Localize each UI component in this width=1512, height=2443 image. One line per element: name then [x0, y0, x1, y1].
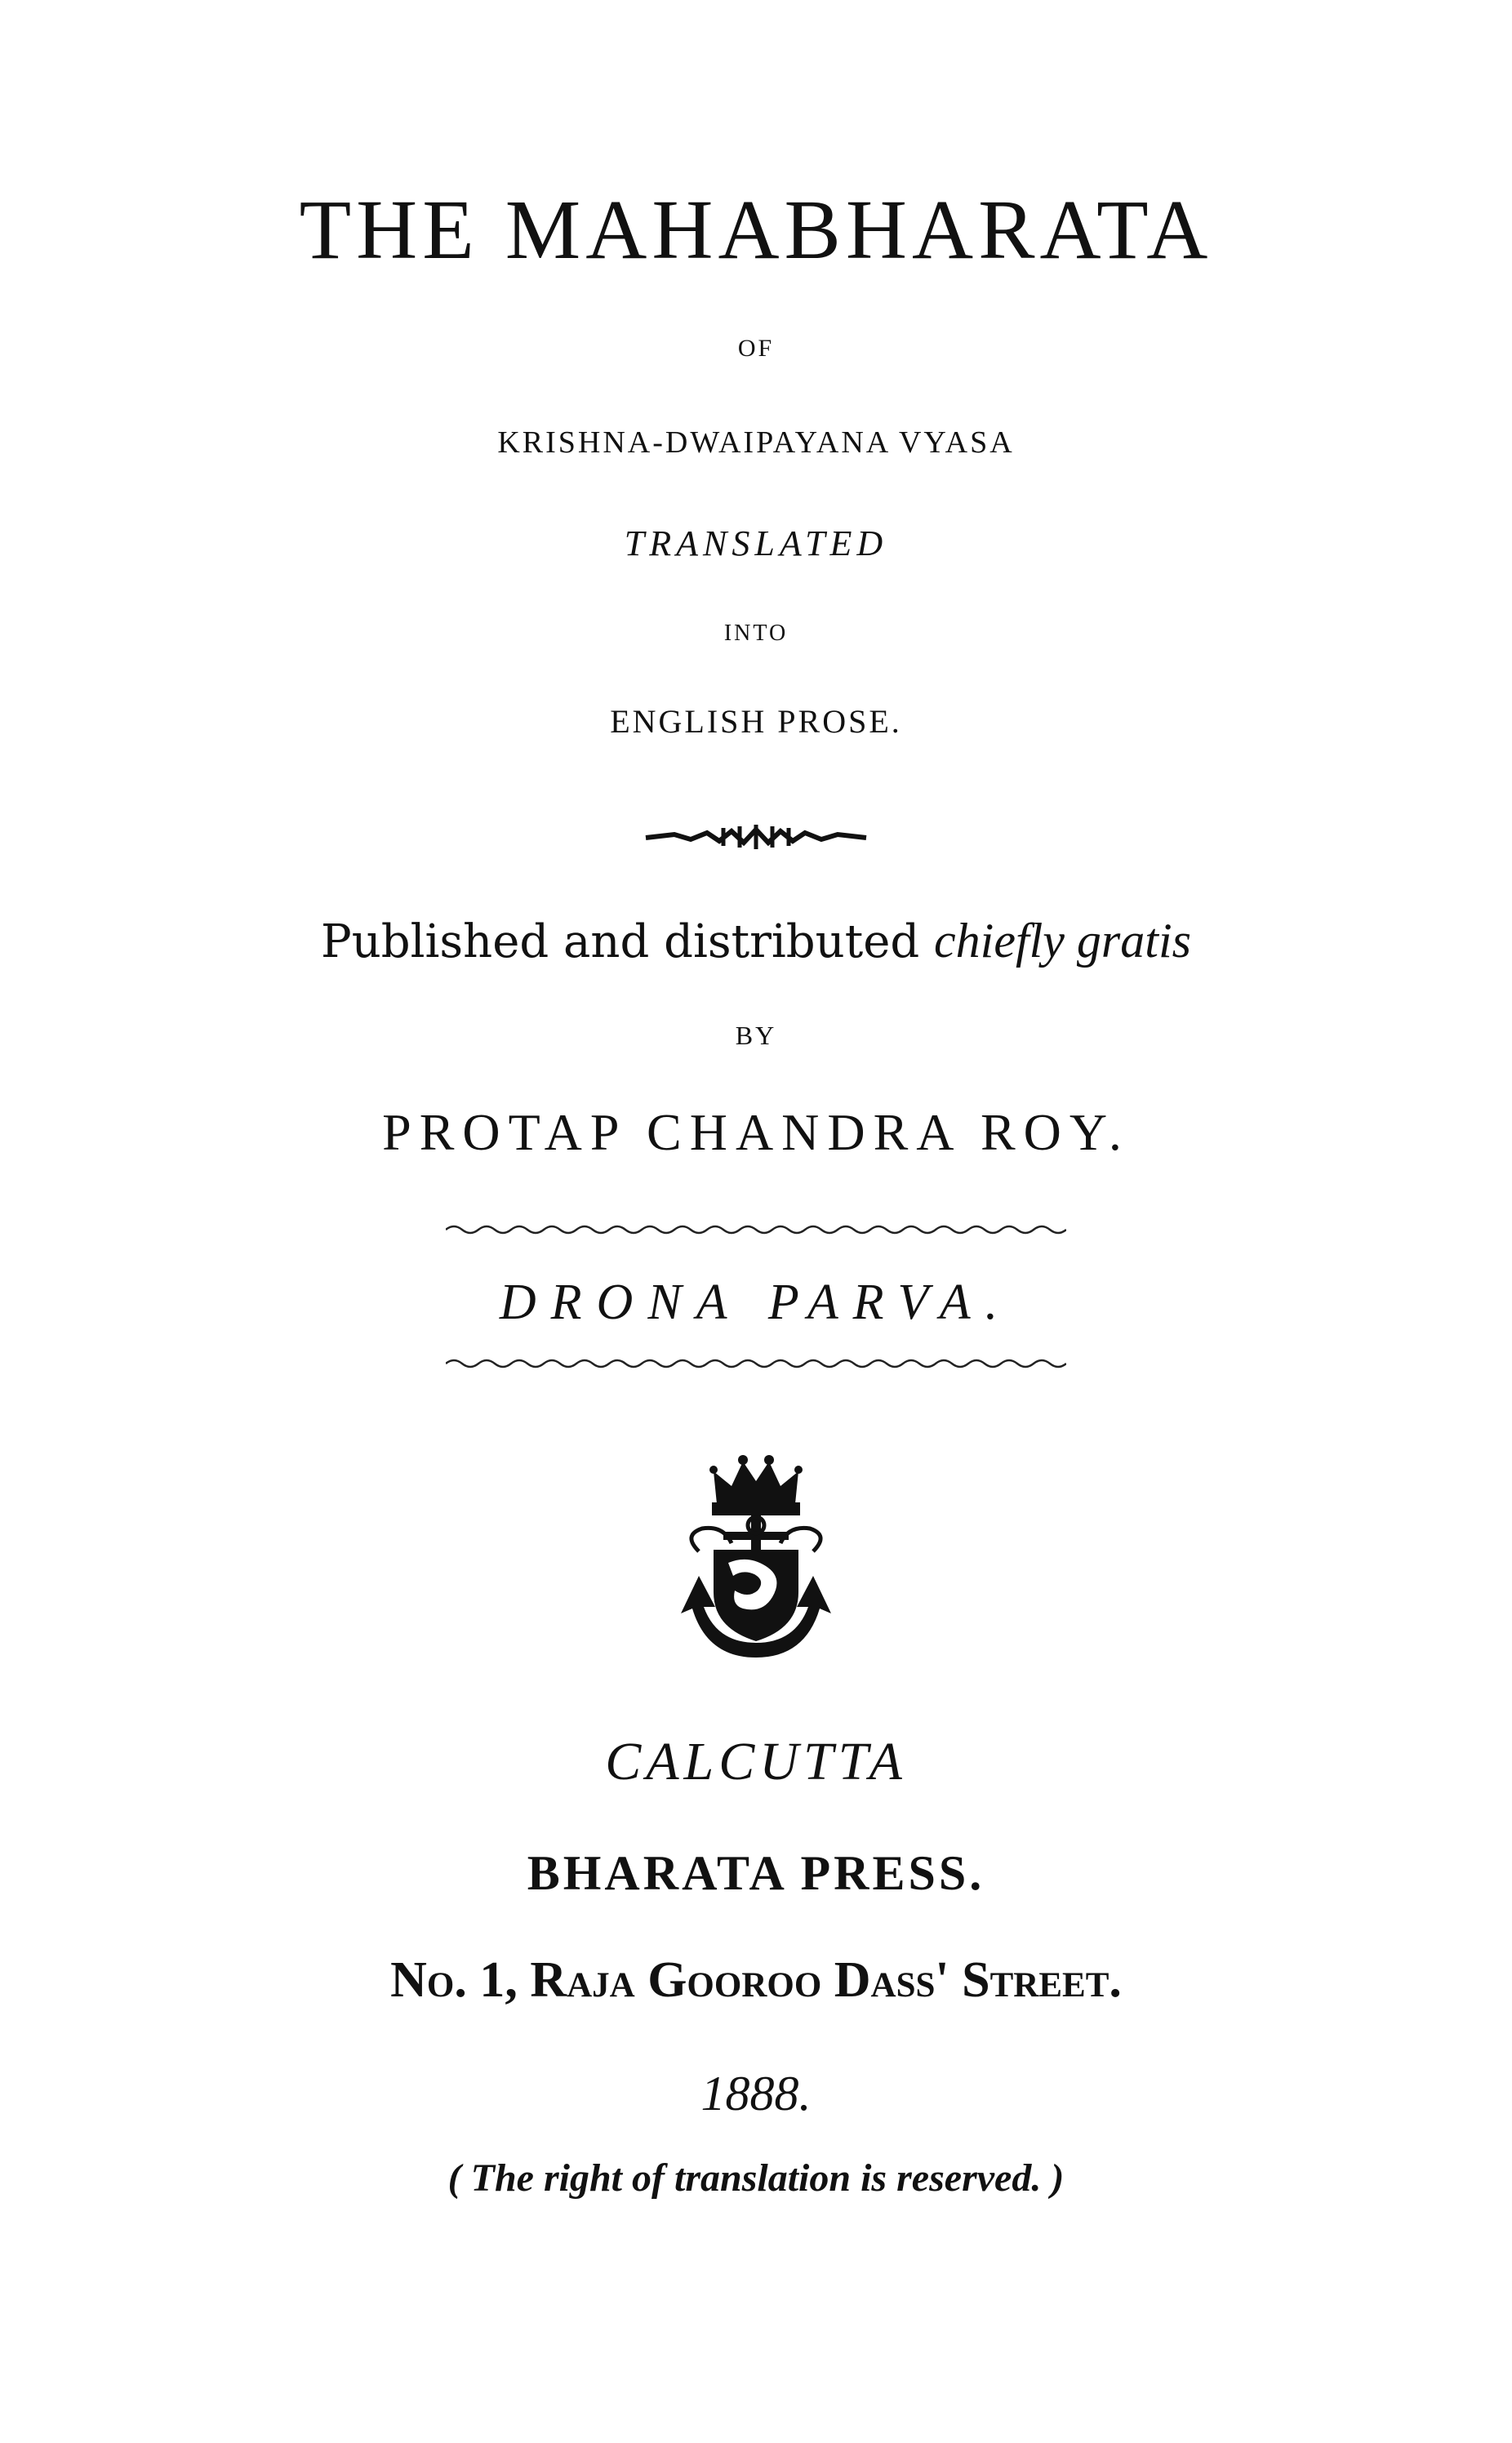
- published-line: [0, 913, 1512, 969]
- book-title: THE MAHABHARATA: [299, 183, 1213, 277]
- wavy-rule-bottom: [0, 1357, 1512, 1374]
- ornament-divider-icon: [0, 825, 1512, 853]
- publisher-name: PROTAP CHANDRA ROY.: [382, 1103, 1130, 1161]
- into-label: INTO: [723, 621, 789, 646]
- published-italic: chiefly gratis: [934, 914, 1191, 968]
- parva-title: DRONA PARVA.: [499, 1275, 1013, 1330]
- published-prefix: Published and distributed: [321, 915, 920, 968]
- wavy-rule-top: [0, 1223, 1512, 1240]
- crown-anchor-emblem-icon: [674, 1453, 838, 1666]
- press-address: No. 1, Raja Gooroo Dass' Street.: [390, 1952, 1122, 2008]
- language-label: ENGLISH PROSE.: [610, 703, 902, 740]
- by-label: BY: [735, 1021, 777, 1050]
- translated-label: TRANSLATED: [624, 523, 888, 563]
- city-name: CALCUTTA: [605, 1732, 907, 1791]
- of-label: OF: [737, 335, 775, 362]
- press-name: BHARATA PRESS.: [527, 1846, 985, 1900]
- author-name: KRISHNA-DWAIPAYANA VYASA: [497, 425, 1015, 460]
- rights-notice: ( The right of translation is reserved. ): [447, 2156, 1065, 2200]
- publication-year: 1888.: [700, 2067, 812, 2120]
